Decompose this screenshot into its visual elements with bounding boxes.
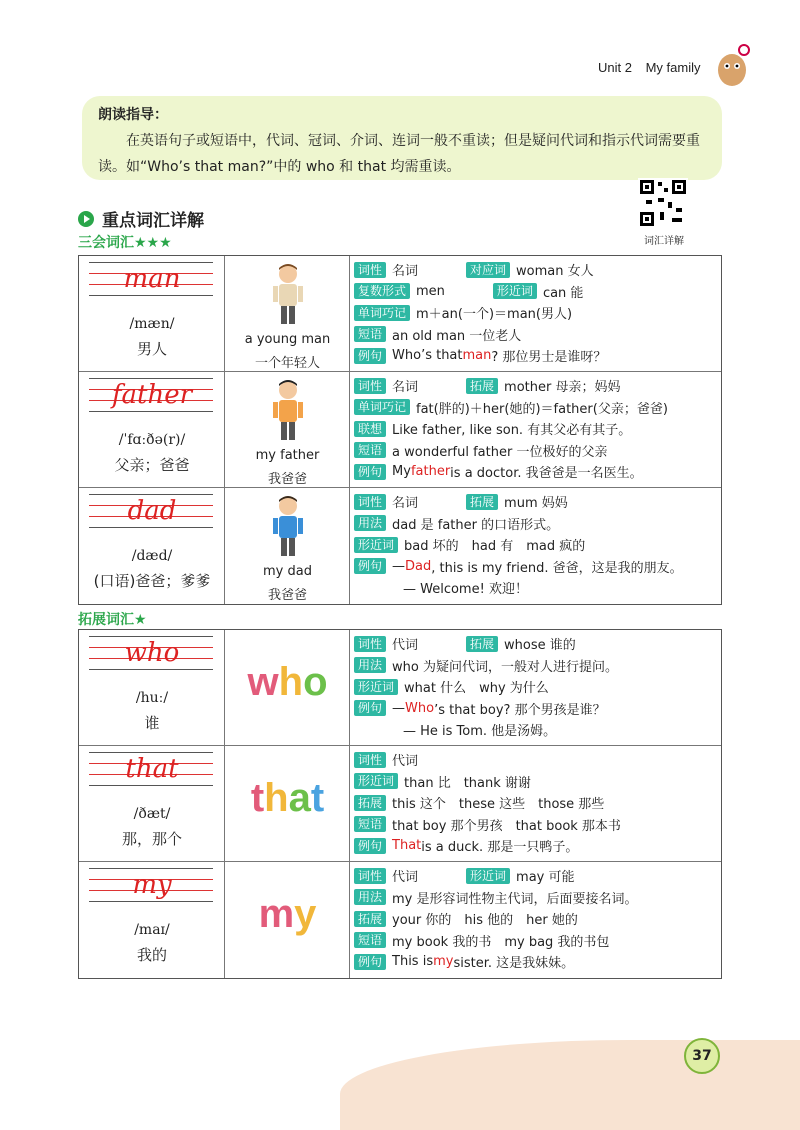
note-text: dad 是 father 的口语形式。 — [392, 517, 560, 533]
word-meaning: 我的 — [136, 946, 167, 964]
table-row — [79, 746, 721, 862]
note-tag: 用法 — [354, 657, 386, 673]
note-line — [354, 577, 717, 599]
note-tag: 词性 — [354, 868, 386, 884]
note-tag: 例句 — [354, 464, 386, 480]
note-line — [354, 698, 717, 720]
word-art-letter: a — [288, 776, 311, 820]
word-meaning: (口语)爸爸；爹爹 — [93, 572, 211, 590]
note-tag: 词性 — [354, 636, 386, 652]
example-pre: — — [392, 558, 406, 574]
example-post: ? 那位男士是谁呀？ — [491, 350, 607, 366]
writing-line — [89, 411, 213, 412]
note-line — [354, 719, 717, 741]
note-tag: 词性 — [354, 494, 386, 510]
headword: father — [111, 380, 193, 410]
word-cell — [79, 746, 225, 861]
writing-line — [89, 262, 213, 263]
example-post: , this is my friend. 爸爸，这是我的朋友。 — [431, 560, 683, 576]
writing-line — [89, 785, 213, 786]
note-text: may 可能 — [516, 870, 575, 886]
note-line — [354, 633, 717, 655]
reading-guide-box — [82, 96, 722, 180]
word-art-letter: h — [264, 776, 289, 820]
extended-vocab-table — [78, 629, 722, 979]
writing-line — [89, 378, 213, 379]
example-highlight: my — [433, 954, 454, 970]
note-tag: 例句 — [354, 954, 386, 970]
word-meaning: 那，那个 — [121, 830, 182, 848]
note-text: what 什么 why 为什么 — [404, 681, 549, 697]
notes-cell — [350, 630, 721, 745]
example-post: sister. 这是我妹妹。 — [453, 956, 575, 972]
note-tag: 例句 — [354, 838, 386, 854]
caption-chinese: 一个年轻人 — [254, 356, 320, 371]
caption-english: my dad — [263, 564, 312, 579]
writing-line — [89, 669, 213, 670]
writing-line — [89, 901, 213, 902]
writing-line — [89, 636, 213, 637]
note-line — [354, 887, 717, 909]
word-art-letter: y — [294, 892, 317, 936]
writing-line — [89, 868, 213, 869]
note-line — [354, 930, 717, 952]
note-tag: 对应词 — [466, 262, 510, 278]
note-tag: 用法 — [354, 515, 386, 531]
writing-line — [89, 527, 213, 528]
note-text: 代词 — [392, 754, 419, 770]
note-text: 代词 — [392, 638, 419, 654]
note-line — [354, 281, 717, 303]
core-vocab-table — [78, 255, 722, 605]
caption-chinese: 我爸爸 — [267, 472, 307, 487]
example-post: is a doctor. 我爸爸是一名医生。 — [450, 466, 643, 482]
note-line — [354, 908, 717, 930]
note-tag: 例句 — [354, 700, 386, 716]
illustration-cell — [225, 488, 350, 604]
phonetic: /huː/ — [135, 690, 169, 706]
example-highlight: Dad — [405, 558, 432, 574]
note-text: than 比 thank 谢谢 — [404, 775, 531, 791]
word-meaning: 男人 — [136, 340, 167, 358]
note-line — [354, 865, 717, 887]
notes-cell — [350, 488, 721, 604]
notes-cell — [350, 862, 721, 978]
note-text: 名词 — [392, 264, 419, 280]
note-text: woman 女人 — [516, 264, 594, 280]
note-text: 名词 — [392, 380, 419, 396]
word-cell — [79, 256, 225, 371]
note-tag: 单词巧记 — [354, 305, 410, 321]
headword: that — [125, 754, 179, 784]
note-text: can 能 — [542, 285, 584, 301]
writing-line — [89, 494, 213, 495]
word-cell — [79, 488, 225, 604]
note-text: men — [416, 283, 445, 299]
note-line — [354, 556, 717, 578]
unit-label: Unit 2 — [598, 60, 632, 75]
notes-cell — [350, 746, 721, 861]
section-title — [78, 206, 204, 231]
note-text: an old man 一位老人 — [392, 328, 522, 344]
word-art-letter: t — [310, 776, 325, 820]
note-line — [354, 513, 717, 535]
example-pre: Who’s that — [392, 348, 463, 364]
note-tag: 例句 — [354, 348, 386, 364]
note-tag: 形近词 — [466, 868, 510, 884]
notes-cell — [350, 256, 721, 371]
illustration-cell — [225, 372, 350, 487]
headword: dad — [127, 496, 177, 526]
note-tag: 形近词 — [354, 773, 398, 789]
example-highlight: That — [392, 838, 422, 854]
word-art-letter: m — [258, 892, 295, 936]
note-text: my 是形容词性物主代词，后面要接名词。 — [392, 891, 638, 907]
page-number: 37 — [684, 1038, 720, 1074]
note-tag: 短语 — [354, 442, 386, 458]
note-line — [354, 461, 717, 483]
phonetic: /dæd/ — [131, 548, 173, 564]
note-text: a wonderful father 一位极好的父亲 — [392, 444, 608, 460]
note-line — [354, 440, 717, 462]
note-tag: 词性 — [354, 378, 386, 394]
phonetic: /ðæt/ — [133, 806, 171, 822]
note-tag: 形近词 — [493, 283, 537, 299]
writing-line — [89, 752, 213, 753]
note-line — [354, 491, 717, 513]
caption-english: a young man — [244, 332, 331, 347]
caption-chinese: 我爸爸 — [267, 588, 307, 603]
phonetic: /mæn/ — [129, 316, 175, 332]
note-tag: 单词巧记 — [354, 399, 410, 415]
note-tag: 拓展 — [466, 494, 498, 510]
guide-text: 在英语句子或短语中，代词、冠词、介词、连词一般不重读；但是疑问代词和指示代词需要重读。如“Who’s that man?”中的 who 和 that 均需重读。 — [98, 133, 700, 175]
note-tag: 短语 — [354, 932, 386, 948]
note-text: mum 妈妈 — [504, 496, 568, 512]
headword: who — [124, 638, 180, 668]
qr-label: 词汇详解 — [644, 236, 684, 247]
note-line — [354, 302, 717, 324]
note-line — [354, 375, 717, 397]
word-art-illustration — [225, 776, 350, 821]
note-tag: 复数形式 — [354, 283, 410, 299]
word-art-letter: o — [303, 660, 328, 704]
table-row — [79, 862, 721, 978]
note-text: bad 坏的 had 有 mad 疯的 — [404, 539, 586, 555]
caption-english: my father — [255, 448, 320, 463]
note-text: that boy 那个男孩 that book 那本书 — [392, 818, 621, 834]
note-text: this 这个 these 这些 those 那些 — [392, 797, 605, 813]
note-tag: 短语 — [354, 816, 386, 832]
writing-line — [89, 295, 213, 296]
word-art-letter: t — [250, 776, 265, 820]
note-line — [354, 792, 717, 814]
unit-title: My family — [645, 60, 701, 75]
note-tag: 形近词 — [354, 679, 398, 695]
example-pre: My — [392, 464, 411, 480]
note-text: who 为疑问代词，一般对人进行提问。 — [392, 659, 618, 675]
note-line — [354, 534, 717, 556]
illustration-cell — [225, 256, 350, 371]
note-tag: 拓展 — [354, 911, 386, 927]
note-line — [354, 814, 717, 836]
table-row — [79, 488, 721, 604]
word-art-letter: w — [247, 660, 279, 704]
person-illustration — [255, 378, 321, 444]
note-tag: 词性 — [354, 752, 386, 768]
table-row — [79, 256, 721, 372]
word-cell — [79, 630, 225, 745]
note-text: Like father, like son. 有其父必有其子。 — [392, 423, 632, 439]
note-tag: 词性 — [354, 262, 386, 278]
note-text: mother 母亲；妈妈 — [504, 380, 621, 396]
note-line — [354, 951, 717, 973]
word-art-letter: h — [278, 660, 304, 704]
guide-title: 朗读指导： — [98, 107, 168, 123]
note-line — [354, 345, 717, 367]
extended-vocab-title: 拓展词汇★ — [78, 612, 147, 628]
note-text: — Welcome! 欢迎！ — [403, 582, 528, 598]
note-tag: 拓展 — [466, 378, 498, 394]
play-icon — [78, 211, 94, 227]
note-text: my book 我的书 my bag 我的书包 — [392, 934, 610, 950]
note-text: fat(胖的)＋her(她的)＝father(父亲；爸爸) — [416, 401, 668, 417]
person-illustration — [255, 494, 321, 560]
mascot-icon — [712, 42, 752, 90]
word-cell — [79, 862, 225, 978]
phonetic: /maɪ/ — [134, 922, 170, 938]
note-tag: 联想 — [354, 421, 386, 437]
note-text: m＋an(一个)＝man(男人) — [416, 307, 573, 323]
note-line — [354, 676, 717, 698]
note-text: your 你的 his 他的 her 她的 — [392, 913, 578, 929]
section-title-text: 重点词汇详解 — [102, 211, 204, 231]
note-text: whose 谁的 — [504, 638, 576, 654]
word-meaning: 谁 — [144, 714, 160, 732]
headword: man — [123, 264, 181, 294]
table-row — [79, 372, 721, 488]
example-highlight: Who — [405, 700, 435, 716]
running-header — [598, 60, 710, 75]
note-line — [354, 259, 717, 281]
word-cell — [79, 372, 225, 487]
notes-cell — [350, 372, 721, 487]
note-line — [354, 749, 717, 771]
note-line — [354, 418, 717, 440]
note-line — [354, 655, 717, 677]
note-tag: 拓展 — [354, 795, 386, 811]
word-art-illustration — [225, 660, 350, 705]
note-text: — He is Tom. 他是汤姆。 — [403, 724, 557, 740]
example-highlight: father — [410, 464, 451, 480]
note-line — [354, 397, 717, 419]
note-line — [354, 771, 717, 793]
example-pre: — — [392, 700, 406, 716]
example-highlight: man — [462, 348, 492, 364]
note-tag: 短语 — [354, 326, 386, 342]
word-meaning: 父亲；爸爸 — [114, 456, 190, 474]
note-text: 名词 — [392, 496, 419, 512]
note-tag: 例句 — [354, 558, 386, 574]
note-tag: 形近词 — [354, 537, 398, 553]
example-post: is a duck. 那是一只鸭子。 — [421, 840, 579, 856]
note-line — [354, 324, 717, 346]
note-tag: 用法 — [354, 889, 386, 905]
core-vocab-title: 三会词汇★★★ — [78, 235, 172, 251]
qr-code-icon[interactable] — [638, 178, 688, 228]
illustration-cell — [225, 862, 350, 978]
note-text: 代词 — [392, 870, 419, 886]
note-line — [354, 835, 717, 857]
table-row — [79, 630, 721, 746]
page-corner-decoration — [340, 1040, 800, 1130]
note-tag: 拓展 — [466, 636, 498, 652]
example-post: ’s that boy? 那个男孩是谁？ — [434, 702, 606, 718]
word-art-illustration — [225, 892, 350, 937]
phonetic: /ˈfɑːðə(r)/ — [118, 432, 186, 448]
person-illustration — [255, 262, 321, 328]
example-pre: This is — [392, 954, 434, 970]
headword: my — [132, 870, 172, 900]
illustration-cell — [225, 630, 350, 745]
illustration-cell — [225, 746, 350, 861]
